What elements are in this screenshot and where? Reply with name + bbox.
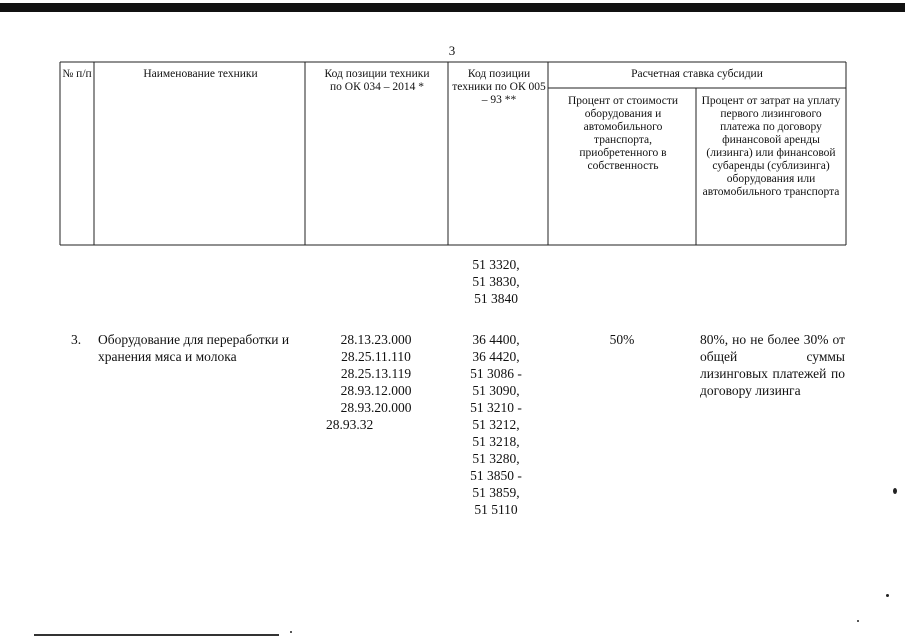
okpd-code: 28.93.32	[326, 417, 374, 432]
okp-code: 51 3090,	[472, 383, 520, 398]
okpd-code: 28.25.13.119	[340, 366, 412, 381]
scan-mark	[857, 620, 859, 622]
okp-code: 51 3859,	[472, 485, 520, 500]
okp-code: 51 5110	[474, 502, 518, 517]
row-equipment-name: Оборудование для переработки и хранения мяса и молока	[98, 332, 290, 364]
scan-mark	[893, 488, 897, 494]
okp-code: 51 3280,	[472, 451, 520, 466]
okp-code: 51 3210 -	[470, 400, 522, 415]
row-purchase-rate: 50%	[609, 332, 635, 347]
row-okp-codes	[458, 331, 534, 518]
continued-okp-codes	[458, 256, 534, 307]
row-leasing-rate: 80%, но не более 30% от общей суммы лизинговых платежей по договору лизинга	[700, 332, 845, 398]
page-number: 3	[448, 43, 456, 58]
header-sub-purchase: Процент от стоимости оборудования и автомобильного транспорта, приобретенного в собственность	[567, 95, 679, 172]
okp-code: 36 4420,	[472, 349, 520, 364]
okpd-code: 28.13.23.000	[340, 332, 412, 347]
okp-code: 36 4400,	[472, 332, 520, 347]
okp-code: 51 3212,	[472, 417, 520, 432]
okpd-code: 28.25.11.110	[341, 349, 411, 364]
code-line: 51 3830,	[472, 274, 520, 289]
row-okpd-codes	[326, 331, 426, 433]
code-line: 51 3840	[474, 291, 518, 306]
okp-code: 51 3218,	[472, 434, 520, 449]
okp-code: 51 3850 -	[470, 468, 522, 483]
okpd-code: 28.93.20.000	[340, 400, 412, 415]
header-col-okp: Код позиции техники по ОК 005 – 93 **	[452, 68, 546, 106]
scan-mark	[290, 631, 292, 633]
header-col-number: № п/п	[62, 68, 92, 80]
header-col-rate: Расчетная ставка субсидии	[631, 68, 763, 80]
header-col-okpd: Код позиции техники по ОК 034 – 2014 *	[324, 68, 430, 93]
okpd-code: 28.93.12.000	[340, 383, 412, 398]
row-number: 3.	[71, 332, 82, 347]
code-line: 51 3320,	[472, 257, 520, 272]
header-col-name: Наименование техники	[143, 68, 258, 80]
scan-mark	[886, 594, 889, 597]
okp-code: 51 3086 -	[470, 366, 522, 381]
bottom-rule	[34, 634, 279, 636]
header-sub-leasing: Процент от затрат на уплату первого лизингового платежа по договору финансовой аренды (лизинга) или финансовой субаренды (сублизинга) оборудования или автомобильного транспорта	[701, 95, 841, 198]
